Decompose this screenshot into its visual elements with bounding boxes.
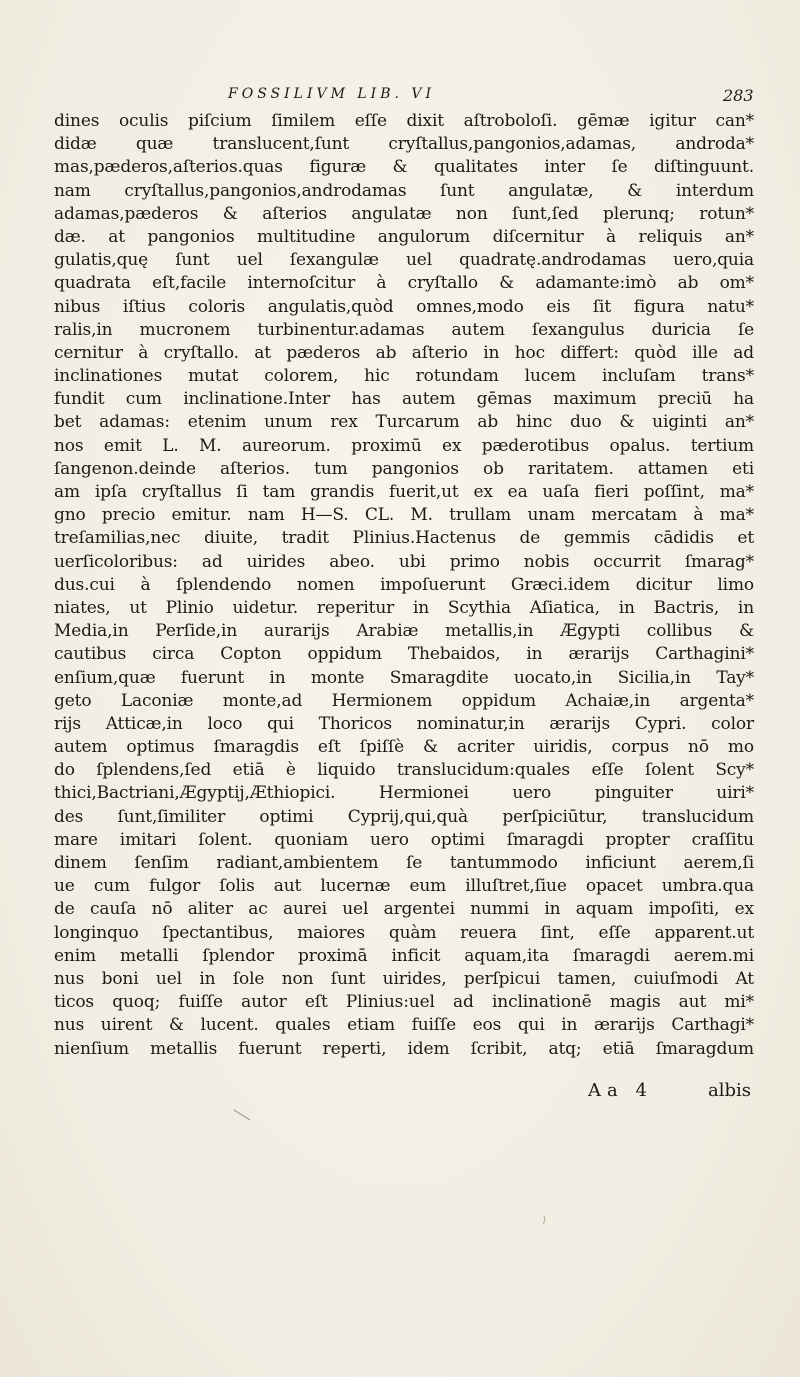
text-line: des ſunt,ſimiliter optimi Cyprij,qui,quà perſpiciūtur, translucidum xyxy=(54,806,754,827)
text-line: gulatis,quę ſunt uel ſexangulæ uel quadratę.androdamas uero,quia xyxy=(54,250,754,271)
text-line: treſamilias,nec diuite, tradit Plinius.Hactenus de gemmis cādidis et xyxy=(54,528,754,549)
text-line: Media,in Perſide,in aurarijs Arabiæ metallis,in Ægypti collibus & xyxy=(54,621,754,642)
text-line: geto Laconiæ monte,ad Hermionem oppidum Achaiæ,in argenta* xyxy=(54,690,754,711)
page-number: 283 xyxy=(723,86,754,105)
text-line: nienſium metallis fuerunt reperti, idem ſcribit, atq; etiā ſmaragdum xyxy=(54,1038,754,1059)
text-line: ue cum fulgor ſolis aut lucernæ eum illuſtret,ſiue opacet umbra.qua xyxy=(54,876,754,897)
text-line: dus.cui à ſplendendo nomen impoſuerunt Græci.idem dicitur limo xyxy=(54,574,754,595)
text-line: cernitur à cryſtallo. at pæderos ab aſterio in hoc differt: quòd ille ad xyxy=(54,342,754,363)
text-line: ralis,in mucronem turbinentur.adamas autem ſexangulus duricia ſe xyxy=(54,319,754,340)
text-line: fundit cum inclinatione.Inter has autem gēmas maximum preciū ha xyxy=(54,389,754,410)
running-head: FOSSILIVM LIB. VI xyxy=(228,86,436,102)
text-line: do ſplendens,ſed etiā è liquido translucidum:quales eſſe ſolent Scy* xyxy=(54,760,754,781)
ink-stroke-icon xyxy=(232,1108,252,1122)
text-line: enſium,quæ fuerunt in monte Smaragdite uocato,in Sicilia,in Tay* xyxy=(54,667,754,688)
text-line: rijs Atticæ,in loco qui Thoricos nominatur,in ærarijs Cypri. color xyxy=(54,713,754,734)
text-line: didæ quæ translucent,ſunt cryſtallus,pangonios,adamas, androda* xyxy=(54,134,754,155)
text-line: mare imitari ſolent. quoniam uero optimi ſmaragdi propter craſſitu xyxy=(54,829,754,850)
text-line: gno precio emitur. nam H—S. CL. M. trullam unam mercatam à ma* xyxy=(54,505,754,526)
text-line: bet adamas: etenim unum rex Turcarum ab hinc duo & uiginti an* xyxy=(54,412,754,433)
text-line: am ipſa cryſtallus ſi tam grandis fuerit,ut ex ea uaſa fieri poſſint, ma* xyxy=(54,482,754,502)
text-line: nus uirent & lucent. quales etiam fuiſſe eos qui in ærarijs Carthagi* xyxy=(54,1015,754,1036)
body-text xyxy=(54,110,754,1061)
signature-mark: Aa 4 xyxy=(588,1080,653,1101)
page-footer xyxy=(0,1080,800,1110)
text-line: mas,pæderos,aſterios.quas figuræ & qualitates inter ſe diſtinguunt. xyxy=(54,157,754,178)
text-line: autem optimus ſmaragdis eſt ſpiſſè & acriter uiridis, corpus nō mo xyxy=(54,737,754,758)
text-line: ſangenon.deinde aſterios. tum pangonios ob raritatem. attamen eti xyxy=(54,458,754,479)
text-line: dinem ſenſim radiant,ambientem ſe tantummodo inficiunt aerem,ſi xyxy=(54,853,754,873)
text-line: ticos quoq; fuiſſe autor eſt Plinius:uel ad inclinationē magis aut mi* xyxy=(54,992,754,1013)
catchword: albis xyxy=(708,1080,752,1101)
text-line: nibus iſtius coloris angulatis,quòd omnes,modo eis ſit figura natu* xyxy=(54,296,754,317)
page-header xyxy=(0,86,800,112)
text-line: inclinationes mutat colorem, hic rotundam lucem incluſam trans* xyxy=(54,366,754,387)
text-line: longinquo ſpectantibus, maiores quàm reuera ſint, eſſe apparent.ut xyxy=(54,922,754,943)
text-line: niates, ut Plinio uidetur. reperitur in Scythia Aſiatica, in Bactris, in xyxy=(54,597,754,618)
ink-speck-icon xyxy=(540,1215,548,1225)
text-line: dæ. at pangonios multitudine angulorum diſcernitur à reliquis an* xyxy=(54,226,754,247)
text-line: cautibus circa Copton oppidum Thebaidos, in ærarijs Carthagini* xyxy=(54,644,754,665)
text-line: enim metalli ſplendor proximā inficit aquam,ita ſmaragdi aerem.mi xyxy=(54,945,754,966)
text-line: quadrata eſt,facile internoſcitur à cryſtallo & adamante:imò ab om* xyxy=(54,273,754,294)
text-line: thici,Bactriani,Ægyptij,Æthiopici. Hermionei uero pinguiter uiri* xyxy=(54,783,754,804)
text-line: nam cryſtallus,pangonios,androdamas ſunt angulatæ, & interdum xyxy=(54,180,754,201)
text-line: nus boni uel in ſole non ſunt uirides, perſpicui tamen, cuiuſmodi At xyxy=(54,968,754,989)
text-line: adamas,pæderos & aſterios angulatæ non ſunt,ſed plerunq; rotun* xyxy=(54,203,754,224)
text-line: dines oculis piſcium ſimilem eſſe dixit aſtroboloſi. gēmæ igitur can* xyxy=(54,111,754,131)
text-line: uerſicoloribus: ad uirides abeo. ubi primo nobis occurrit ſmarag* xyxy=(54,551,754,572)
text-line: de cauſa nō aliter ac aurei uel argentei nummi in aquam impoſiti, ex xyxy=(54,899,754,920)
text-line: nos emit L. M. aureorum. proximū ex pæderotibus opalus. tertium xyxy=(54,435,754,456)
